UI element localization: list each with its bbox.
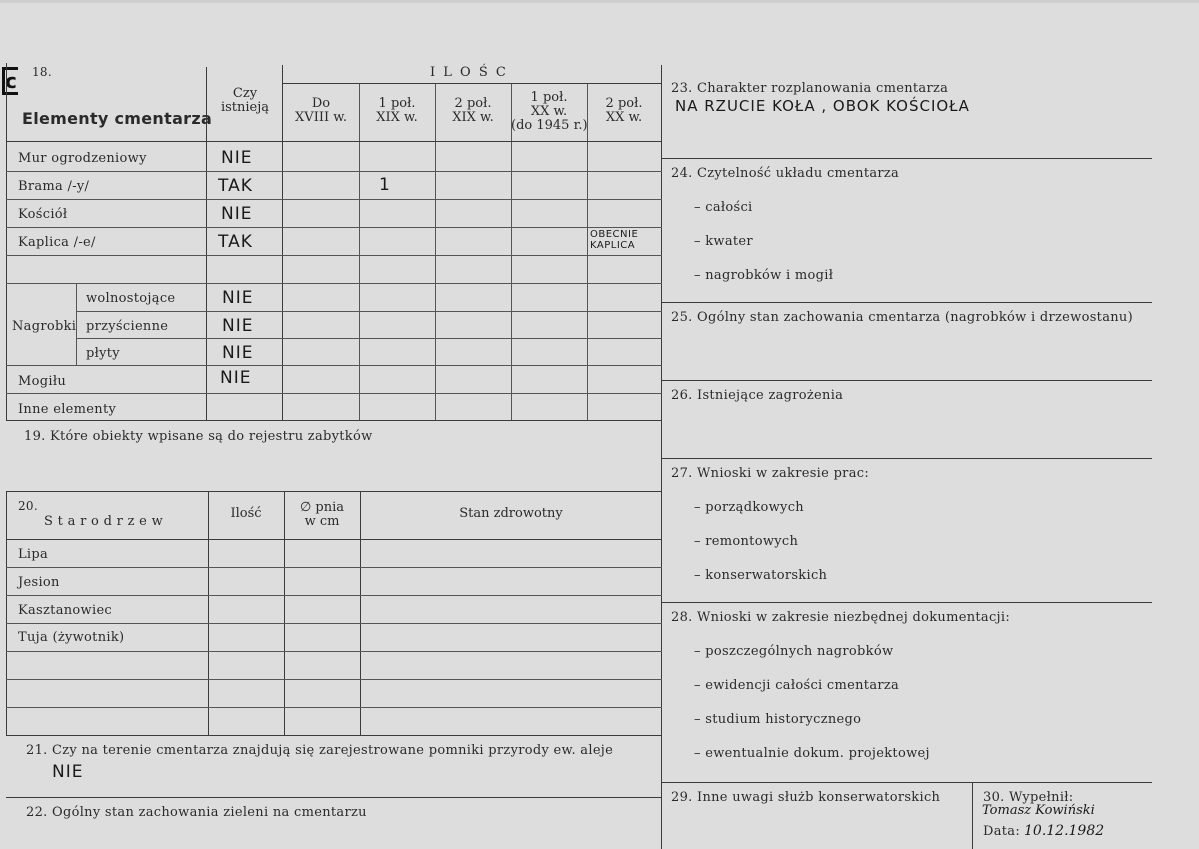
sec28-item-ewidencji: – ewidencji całości cmentarza (694, 678, 900, 693)
tree-kasztanowiec: Kasztanowiec (18, 603, 113, 618)
row-mogily-label: Mogiłu (18, 374, 67, 389)
tree-lipa: Lipa (18, 547, 49, 562)
mogily-exists: NIE (220, 368, 252, 388)
sec18-number: 18. (32, 65, 52, 79)
wolno-exists: NIE (222, 288, 254, 308)
sec30-label: 30. Wypełnił: (983, 790, 1074, 805)
row-kosciol-label: Kościół (18, 207, 68, 222)
sec30-date: 10.12.1982 (1024, 823, 1105, 839)
row-nagrobki-label: Nagrobki (12, 319, 77, 334)
sec30-signature: Tomasz Kowiński (982, 803, 1095, 818)
plyty-exists: NIE (222, 343, 254, 363)
sec24-item-kwater: – kwater (694, 234, 753, 249)
row-przysc-label: przyścienne (86, 319, 169, 334)
sec28-item-nagrobkow: – poszczególnych nagrobków (694, 644, 894, 659)
sec20-title: S t a r o d r z e w (44, 514, 164, 529)
sec27-item-konserwatorskich: – konserwatorskich (694, 568, 828, 583)
sec19-label: 19. Które obiekty wpisane są do rejestru zabytków (24, 429, 373, 444)
sec28-label: 28. Wnioski w zakresie niezbędnej dokumentacji: (671, 610, 1011, 625)
brama-exists: TAK (218, 176, 253, 196)
sec27-label: 27. Wnioski w zakresie prac: (671, 466, 870, 481)
row-brama-label: Brama /-y/ (18, 179, 90, 194)
col-1pol-xx: 1 poł. XX w. (do 1945 r.) (511, 90, 588, 133)
row-mur-label: Mur ogrodzeniowy (18, 151, 147, 166)
sec24-item-nagrobkow: – nagrobków i mogił (694, 268, 834, 283)
row-wolno-label: wolnostojące (86, 291, 176, 306)
sec21-answer: NIE (52, 762, 84, 782)
kaplica-note: OBECNIE KAPLICA (590, 229, 639, 251)
przysc-exists: NIE (222, 316, 254, 336)
row-inne-label: Inne elementy (18, 402, 117, 417)
sec26-label: 26. Istniejące zagrożenia (671, 388, 844, 403)
sec29-label: 29. Inne uwagi służb konserwatorskich (671, 790, 941, 805)
col-2pol-xix: 2 poł. XIX w. (452, 96, 494, 125)
sec20-col-pnia: ∅ pnia w cm (299, 500, 345, 529)
sec28-item-projektowej: – ewentualnie dokum. projektowej (694, 746, 930, 761)
row-kaplica-label: Kaplica /-e/ (18, 235, 96, 250)
sec24-label: 24. Czytelność układu cmentarza (671, 166, 900, 181)
sec25-label: 25. Ogólny stan zachowania cmentarza (nagrobków i drzewostanu) (671, 310, 1133, 325)
sec23-answer: NA RZUCIE KOŁA , OBOK KOŚCIOŁA (675, 97, 970, 115)
sec18-title: Elementy cmentarza (22, 109, 213, 128)
brama-count: 1 (379, 175, 391, 195)
kosciol-exists: NIE (221, 204, 253, 224)
sec27-item-remontowych: – remontowych (694, 534, 799, 549)
corner-mark: c (2, 67, 18, 95)
sec20-number: 20. (18, 499, 38, 513)
ilosc-header: I L O Ś C (430, 65, 508, 80)
tree-tuja: Tuja (żywotnik) (18, 630, 125, 645)
sec30-date-label: Data: (983, 824, 1021, 839)
col-exists-header: Czy istnieją (220, 86, 270, 115)
mur-exists: NIE (221, 148, 253, 168)
sec28-item-studium: – studium historycznego (694, 712, 862, 727)
sec20-col-stan: Stan zdrowotny (459, 506, 563, 521)
tree-jesion: Jesion (18, 575, 60, 590)
sec27-item-porzadkowych: – porządkowych (694, 500, 804, 515)
sec24-item-calosci: – całości (694, 200, 753, 215)
kaplica-exists: TAK (218, 232, 253, 252)
sec23-label: 23. Charakter rozplanowania cmentarza (671, 81, 949, 96)
col-xviii: Do XVIII w. (295, 96, 347, 125)
col-1pol-xix: 1 poł. XIX w. (376, 96, 418, 125)
sec22-label: 22. Ogólny stan zachowania zieleni na cmentarzu (26, 805, 367, 820)
sec20-col-ilosc: Ilość (230, 506, 262, 521)
col-2pol-xx: 2 poł. XX w. (605, 96, 643, 125)
sec21-label: 21. Czy na terenie cmentarza znajdują się zarejestrowane pomniki przyrody ew. aleje (26, 743, 614, 758)
row-plyty-label: płyty (86, 346, 120, 361)
